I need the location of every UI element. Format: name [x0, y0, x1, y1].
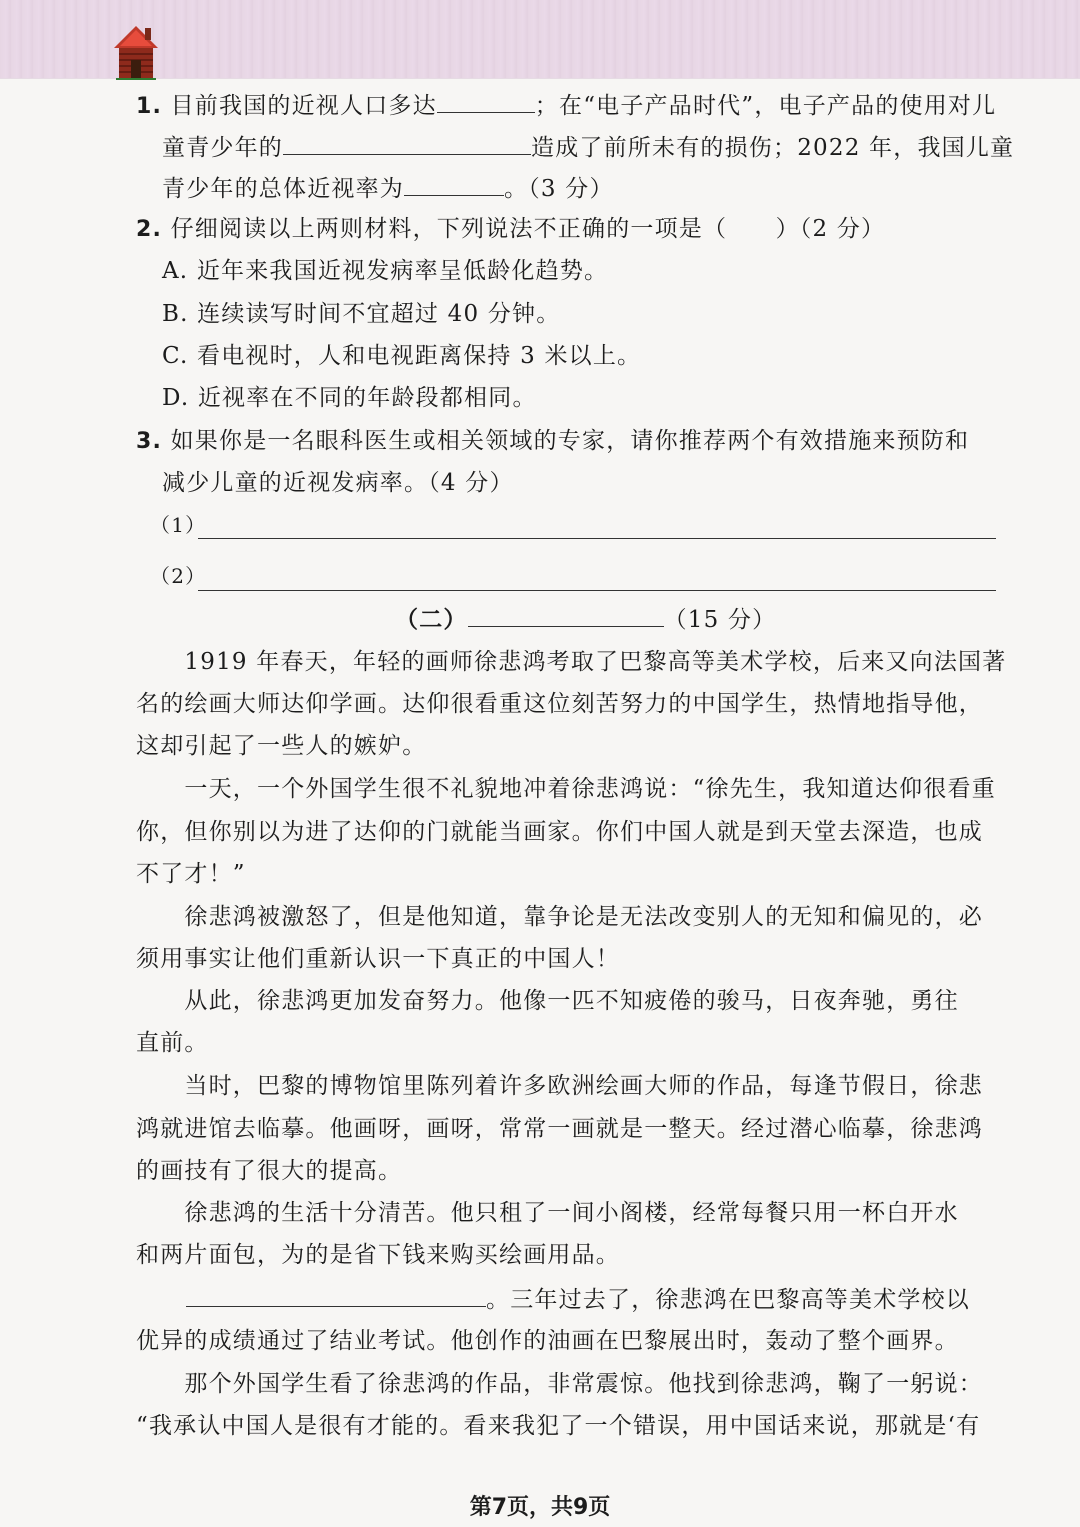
passage-line: 1919 年春天，年轻的画师徐悲鸿考取了巴黎高等美术学校，后来又向法国著 — [136, 649, 1007, 675]
q3-answer-label-1: （1） — [150, 513, 207, 537]
q3-line-1: 3. 如果你是一名眼科医生或相关领域的专家，请你推荐两个有效措施来预防和 — [136, 428, 970, 454]
passage-line: 从此，徐悲鸿更加发奋努力。他像一匹不知疲倦的骏马，日夜奔驰，勇往 — [136, 988, 959, 1014]
house-icon — [112, 24, 160, 80]
passage-line: 的画技有了很大的提高。 — [136, 1158, 403, 1184]
passage-line: “我承认中国人是很有才能的。看来我犯了一个错误，用中国话来说，那就是‘有 — [136, 1413, 981, 1439]
q1-blank-1[interactable] — [437, 90, 535, 113]
q2-stem: 2. 仔细阅读以上两则材料，下列说法不正确的一项是（ ）（2 分） — [136, 216, 886, 242]
q1-blank-2[interactable] — [283, 132, 531, 155]
q1-number: 1. — [136, 94, 163, 119]
page-number: 第7页，共9页 — [469, 1495, 611, 1520]
q3-number: 3. — [136, 429, 163, 454]
q2-option-d[interactable]: D. 近视率在不同的年龄段都相同。 — [162, 385, 537, 411]
q2-option-a[interactable]: A. 近年来我国近视发病率呈低龄化趋势。 — [162, 258, 609, 284]
q1-line-3: 青少年的总体近视率为 。（3 分） — [162, 173, 614, 204]
passage-line: 那个外国学生看了徐悲鸿的作品，非常震惊。他找到徐悲鸿，鞠了一躬说： — [136, 1371, 983, 1397]
section-heading — [395, 604, 776, 635]
q3-answer-line-2[interactable] — [198, 590, 996, 591]
q1-blank-3[interactable] — [404, 173, 504, 196]
passage-line-with-blank: 。三年过去了，徐悲鸿在巴黎高等美术学校以 — [186, 1284, 970, 1315]
header-band — [0, 0, 1080, 79]
passage-line: 当时，巴黎的博物馆里陈列着许多欧洲绘画大师的作品，每逢节假日，徐悲 — [136, 1073, 983, 1099]
q3-answer-label-2: （2） — [150, 564, 207, 588]
section-score: （15 分） — [663, 607, 777, 633]
passage-line: 一天，一个外国学生很不礼貌地冲着徐悲鸿说：“徐先生，我知道达仰很看重 — [136, 776, 996, 802]
q2-option-b[interactable]: B. 连续读写时间不宜超过 40 分钟。 — [162, 301, 561, 327]
q2-number: 2. — [136, 217, 163, 242]
passage-line: 不了才！” — [136, 861, 246, 887]
passage-line: 徐悲鸿的生活十分清苦。他只租了一间小阁楼，经常每餐只用一杯白开水 — [136, 1200, 959, 1226]
passage-line: 你，但你别以为进了达仰的门就能当画家。你们中国人就是到天堂去深造，也成 — [136, 819, 983, 845]
passage-line: 这却引起了一些人的嫉妒。 — [136, 733, 427, 759]
section-label: （二） — [395, 607, 468, 633]
passage-line: 徐悲鸿被激怒了，但是他知道，靠争论是无法改变别人的无知和偏见的，必 — [136, 904, 983, 930]
q1-line-1: 1. 目前我国的近视人口多达 ；在“电子产品时代”，电子产品的使用对儿 — [136, 90, 996, 122]
section-title-blank[interactable] — [468, 604, 664, 627]
passage-line: 优异的成绩通过了结业考试。他创作的油画在巴黎展出时，轰动了整个画界。 — [136, 1328, 959, 1354]
q2-option-c[interactable]: C. 看电视时，人和电视距离保持 3 米以上。 — [162, 343, 642, 369]
q3-line-2: 减少儿童的近视发病率。（4 分） — [162, 470, 514, 496]
passage-blank[interactable] — [186, 1284, 486, 1307]
passage-line: 须用事实让他们重新认识一下真正的中国人！ — [136, 946, 620, 972]
passage-line: 直前。 — [136, 1030, 209, 1056]
passage-line: 名的绘画大师达仰学画。达仰很看重这位刻苦努力的中国学生，热情地指导他， — [136, 691, 983, 717]
passage-line: 和两片面包，为的是省下钱来购买绘画用品。 — [136, 1242, 620, 1268]
q3-answer-line-1[interactable] — [198, 538, 996, 539]
passage-line: 鸿就进馆去临摹。他画呀，画呀，常常一画就是一整天。经过潜心临摹，徐悲鸿 — [136, 1116, 983, 1142]
q1-line-2: 童青少年的 造成了前所未有的损伤；2022 年，我国儿童 — [162, 132, 1014, 163]
